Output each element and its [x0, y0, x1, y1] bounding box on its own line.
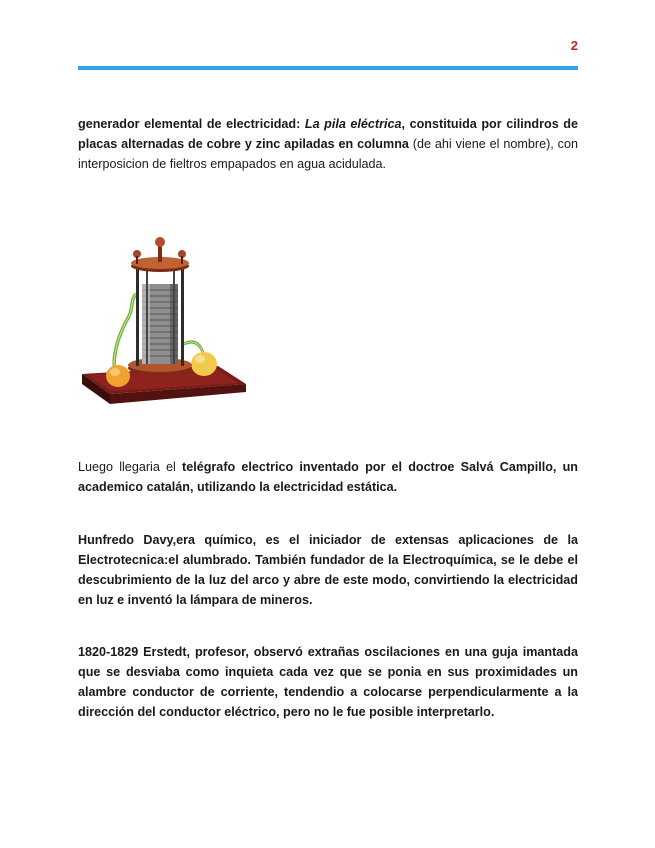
page-number: 2 [570, 38, 578, 53]
p2-text-b: telégrafo electrico inventado por el doctroe Salvá Campillo, un academico catalán, utilizando la electricidad estática. [78, 460, 578, 494]
paragraph-davy: Hunfredo Davy,era químico, es el iniciador de extensas aplicaciones de la Electrotecnica:el alumbrado. También fundador de la Electroquímica, se le debe el descubrimiento de la luz del arco y abre de este modo, convirtiendo la electricidad en luz e inventó la lámpara de mineros. [78, 533, 578, 607]
paragraph-telegraph [78, 457, 578, 497]
p1-text-d: (de ahi viene el nombre), con interposicion de fieltros empapados en agua acidulada. [78, 137, 578, 171]
header-rule [78, 66, 578, 70]
p1-text-b: La pila eléctrica [304, 117, 402, 131]
p1-text-a: generador elemental de electricidad: [78, 117, 305, 131]
paragraph-oersted: 1820-1829 Erstedt, profesor, observó extrañas oscilaciones en una guja imantada que se desviaba como inquieta cada vez que se ponia en sus proximidades un alambre conductor de corriente, tendendio a colocarse perpendicularmente a la dirección del conductor eléctrico, pero no le fue posible interpretarlo. [78, 645, 578, 719]
voltaic-pile-illustration [80, 232, 248, 412]
p1-text-c: , constituida por cilindros de placas alternadas de cobre y zinc apiladas en columna [78, 117, 578, 151]
p2-text-a: Luego llegaria el [78, 460, 183, 474]
paragraph-voltaic-pile [78, 114, 578, 174]
